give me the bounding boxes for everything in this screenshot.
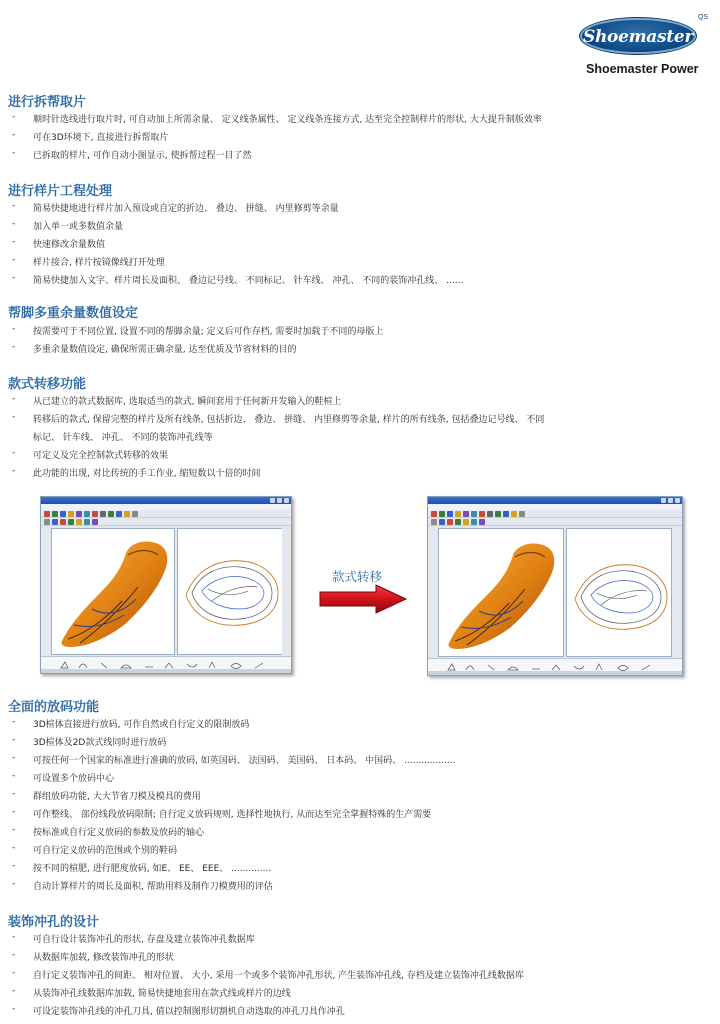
logo-wordmark: Shoemaster bbox=[583, 27, 693, 47]
list-item: - 已拆取的样片, 可作自动小图显示, 使拆帮过程一目了然 bbox=[12, 148, 252, 161]
list-item: - 快速修改余量数值 bbox=[12, 237, 106, 250]
logo-badge bbox=[580, 18, 696, 54]
list-item: - 顺时针选线进行取片时, 可自动加上所需余量、 定义线条属性、 定义线条连接方式, 达至完全控制样片的形状, 大大提升制版效率 bbox=[12, 112, 542, 125]
shoe-3d-icon bbox=[52, 529, 174, 654]
section-title: 帮脚多重余量数值设定 bbox=[8, 306, 139, 321]
list-item: - 可设置多个放码中心 bbox=[12, 771, 115, 784]
logo-mark: QS bbox=[698, 14, 709, 21]
right-arrow-icon bbox=[318, 584, 408, 614]
list-item: - 可自行设计装饰冲孔的形状, 存盘及建立装饰冲孔数据库 bbox=[12, 932, 255, 945]
shoemaster-logo bbox=[576, 4, 712, 80]
list-item: - 简易快捷加入文字、样片周长及面积、 叠边记号线、 不同标记、 针车线、 冲孔、 不同的装饰冲孔线、 ...... bbox=[12, 273, 464, 286]
section-title: 进行样片工程处理 bbox=[8, 184, 113, 199]
list-item: - 自行定义装饰冲孔的间距、 相对位置、 大小, 采用一个或多个装饰冲孔形状, 产生装饰冲孔线, 存档及建立装饰冲孔线数据库 bbox=[12, 968, 524, 981]
logo-caption: Shoemaster Power bbox=[586, 62, 699, 76]
list-item: - 可在3D环境下, 直接进行拆帮取片 bbox=[12, 130, 169, 143]
list-item: - 群组放码功能, 大大节省刀模及模具的费用 bbox=[12, 789, 201, 802]
list-item: - 加入单一或多数值余量 bbox=[12, 219, 124, 232]
list-item: - 按标准或自行定义放码的参数及放码的轴心 bbox=[12, 825, 205, 838]
section-title: 款式转移功能 bbox=[8, 377, 87, 392]
list-item: - 简易快捷地进行样片加入预设或自定的折边、 叠边、 拼缝、 内里修剪等余量 bbox=[12, 201, 339, 214]
section-title: 全面的放码功能 bbox=[8, 700, 100, 715]
list-item: - 按需要可于不同位置, 设置不同的帮脚余量; 定义后可作存档, 需要时加载于不同的母版上 bbox=[12, 324, 384, 337]
list-item: - 按不同的楦肥, 进行肥度放码, 如E、 EE、 EEE、 .............. bbox=[12, 861, 272, 874]
list-item: - 样片接合, 样片按镜像线打开处理 bbox=[12, 255, 165, 268]
software-screenshot-after bbox=[427, 496, 683, 676]
transfer-arrow-label: 款式转移 bbox=[332, 569, 383, 584]
list-item: - 从数据库加载, 修改装饰冲孔的形状 bbox=[12, 950, 174, 963]
list-item: - 可定义及完全控制款式转移的效果 bbox=[12, 448, 169, 461]
list-item: - 多重余量数值设定, 确保所需正确余量, 达至优质及节省材料的目的 bbox=[12, 342, 297, 355]
list-item: - 自动计算样片的周长及面积, 帮助用料及制作刀模费用的评估 bbox=[12, 879, 273, 892]
section-title: 装饰冲孔的设计 bbox=[8, 915, 100, 930]
list-item: - 从已建立的款式数据库, 选取适当的款式, 瞬间套用于任何新开发输入的鞋楦上 bbox=[12, 394, 342, 407]
list-item-continuation: 标记、 针车线、 冲孔、 不同的装饰冲孔线等 bbox=[33, 433, 213, 443]
list-item: - 可自行定义放码的范围或个别的鞋码 bbox=[12, 843, 178, 856]
list-item: - 3D楦体直接进行放码, 可作自然或自行定义的限制放码 bbox=[12, 717, 250, 730]
list-item: - 可按任何一个国家的标准进行准确的放码, 如英国码、 法国码、 美国码、 日本码、 中国码、 .................. bbox=[12, 753, 456, 766]
list-item: - 3D楦体及2D款式线同时进行放码 bbox=[12, 735, 167, 748]
list-item: - 可设定装饰冲孔线的冲孔刀具, 值以控制图形切割机自动选取的冲孔刀具作冲孔 bbox=[12, 1004, 345, 1017]
list-item: - 可作整线、 部份线段放码限制; 自行定义放码规则, 选择性地执行, 从而达至完全掌握特殊的生产需要 bbox=[12, 807, 432, 820]
pattern-2d-icon bbox=[178, 529, 282, 654]
software-screenshot-before bbox=[40, 496, 292, 674]
section-title: 进行拆帮取片 bbox=[8, 95, 87, 110]
list-item: - 转移后的款式, 保留完整的样片及所有线条, 包括折边、 叠边、 拼缝、 内里修剪等余量, 样片的所有线条, 包括叠边记号线、 不同 bbox=[12, 412, 545, 425]
list-item: - 从装饰冲孔线数据库加载, 简易快捷地套用在款式线或样片的边线 bbox=[12, 986, 291, 999]
list-item: - 此功能的出现, 对比传统的手工作业, 缩短数以十倍的时间 bbox=[12, 466, 261, 479]
shoe-3d-icon bbox=[439, 529, 563, 656]
pattern-2d-icon bbox=[567, 529, 671, 656]
